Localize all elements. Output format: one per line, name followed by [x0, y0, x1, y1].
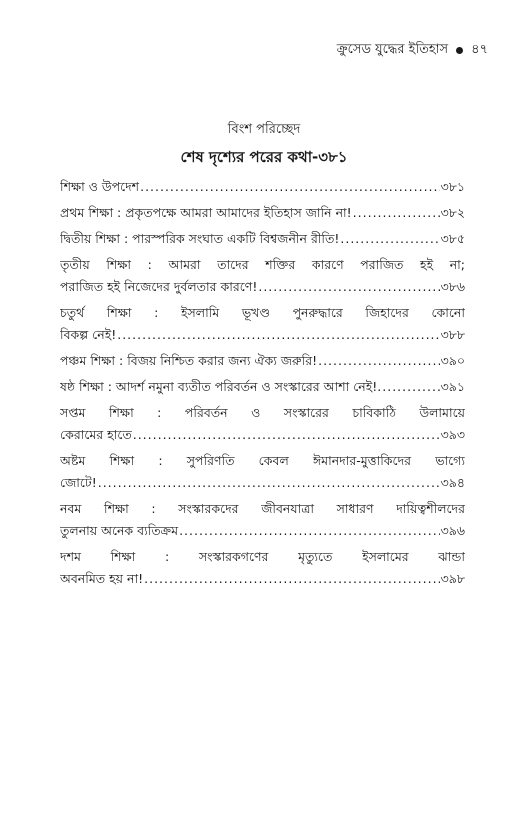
- toc-entry: [60, 402, 465, 446]
- page-number: ৪৭: [471, 42, 488, 57]
- bullet-separator-icon: [456, 47, 463, 54]
- toc-entry: [60, 498, 465, 542]
- toc-entry-text: নবম শিক্ষা : সংস্কারকদের জীবনযাত্রা সাধারণ দায়িত্বশীলদের: [60, 501, 465, 516]
- dot-leader: [140, 176, 440, 198]
- toc-entry-text: তৃতীয় শিক্ষা : আমরা তাদের শক্তির কারণে পরাজিত হই না;: [60, 257, 465, 272]
- toc-page-number: ৩৯১: [440, 379, 465, 394]
- toc-entry-text: কেরামের হাতে: [60, 427, 132, 442]
- dot-leader: [98, 472, 440, 494]
- toc-entry-text: তুলনায় অনেক ব্যতিক্রম: [60, 523, 179, 538]
- toc-line: [60, 424, 465, 446]
- toc-line: [60, 350, 465, 372]
- toc-page-number: ৩৮২: [440, 205, 465, 220]
- toc-page-number: ৩৮৫: [440, 231, 465, 246]
- dot-leader: [353, 202, 440, 224]
- toc-line: [60, 276, 465, 298]
- dot-leader: [117, 324, 439, 346]
- toc-entry-text: শিক্ষা ও উপদেশ: [60, 179, 140, 194]
- toc-entry-text: সপ্তম শিক্ষা : পরিবর্তন ও সংস্কারের চাবিকাঠি উলামায়ে: [60, 405, 465, 420]
- toc-entry: [60, 202, 465, 224]
- toc-page-number: ৩৮৬: [440, 279, 465, 294]
- dot-leader: [382, 376, 439, 398]
- toc-page-number: ৩৯৮: [440, 571, 465, 586]
- dot-leader: [340, 228, 439, 250]
- toc-line: [60, 324, 465, 346]
- toc-entry: [60, 350, 465, 372]
- toc-entry: [60, 376, 465, 398]
- toc-entry-text: পরাজিত হই নিজেদের দুর্বলতার কারণে!: [60, 279, 258, 294]
- toc-entry: [60, 450, 465, 494]
- toc-entry: [60, 228, 465, 250]
- toc-entry-text: দশম শিক্ষা : সংস্কারকগণের মৃত্যুতে ইসলামের ঝান্ডা: [60, 549, 465, 564]
- toc-line: [60, 228, 465, 250]
- toc-page-number: ৩৯৪: [440, 475, 465, 490]
- toc-entry-text: অবনমিত হয় না!: [60, 571, 144, 586]
- toc-entry: [60, 302, 465, 346]
- toc-line: [60, 376, 465, 398]
- toc-page-number: ৩৮৮: [440, 327, 465, 342]
- running-head: [337, 40, 488, 61]
- toc-entry-text: অষ্টম শিক্ষা : সুপরিণতি কেবল ঈমানদার-মুত্তাকিদের ভাগ্যে: [60, 453, 465, 468]
- table-of-contents: [60, 176, 465, 594]
- toc-entry: [60, 546, 465, 590]
- toc-entry-text: বিকল্প নেই!: [60, 327, 117, 342]
- toc-entry-text: পঞ্চম শিক্ষা : বিজয় নিশ্চিত করার জন্য ঐক্য জরুরি!: [60, 353, 318, 368]
- toc-line: [60, 302, 465, 324]
- toc-page-number: ৩৯০: [440, 353, 465, 368]
- chapter-title: শেষ দৃশ্যের পরের কথা-৩৮১: [180, 148, 348, 166]
- dot-leader: [179, 520, 440, 542]
- toc-page-number: ৩৯৬: [440, 523, 465, 538]
- toc-line: [60, 254, 465, 276]
- toc-line: [60, 568, 465, 590]
- toc-entry-text: ষষ্ঠ শিক্ষা : আদর্শ নমুনা ব্যতীত পরিবর্তন ও সংস্কারের আশা নেই!.: [60, 379, 382, 394]
- toc-entry-text: প্রথম শিক্ষা : প্রকৃতপক্ষে আমরা আমাদের ইতিহাস জানি না!: [60, 205, 352, 220]
- toc-page-number: ৩৮১: [440, 179, 465, 194]
- toc-entry: [60, 254, 465, 298]
- toc-line: [60, 450, 465, 472]
- toc-line: [60, 520, 465, 542]
- dot-leader: [133, 424, 440, 446]
- toc-line: [60, 202, 465, 224]
- book-title: ক্রুসেড যুদ্ধের ইতিহাস: [336, 42, 449, 57]
- dot-leader: [258, 276, 439, 298]
- dot-leader: [318, 350, 440, 372]
- toc-entry: [60, 176, 465, 198]
- toc-entry-text: জোটে!: [60, 475, 97, 490]
- toc-page-number: ৩৯৩: [440, 427, 465, 442]
- toc-line: [60, 176, 465, 198]
- chapter-label: বিংশ পরিচ্ছেদ: [227, 122, 301, 137]
- toc-line: [60, 402, 465, 424]
- toc-line: [60, 472, 465, 494]
- toc-entry-text: চতুর্থ শিক্ষা : ইসলামি ভূখণ্ড পুনরুদ্ধারে জিহাদের কোনো: [60, 305, 465, 320]
- toc-entry-text: দ্বিতীয় শিক্ষা : পারস্পরিক সংঘাত একটি বিশ্বজনীন রীতি!: [60, 231, 340, 246]
- toc-line: [60, 498, 465, 520]
- toc-line: [60, 546, 465, 568]
- dot-leader: [144, 568, 440, 590]
